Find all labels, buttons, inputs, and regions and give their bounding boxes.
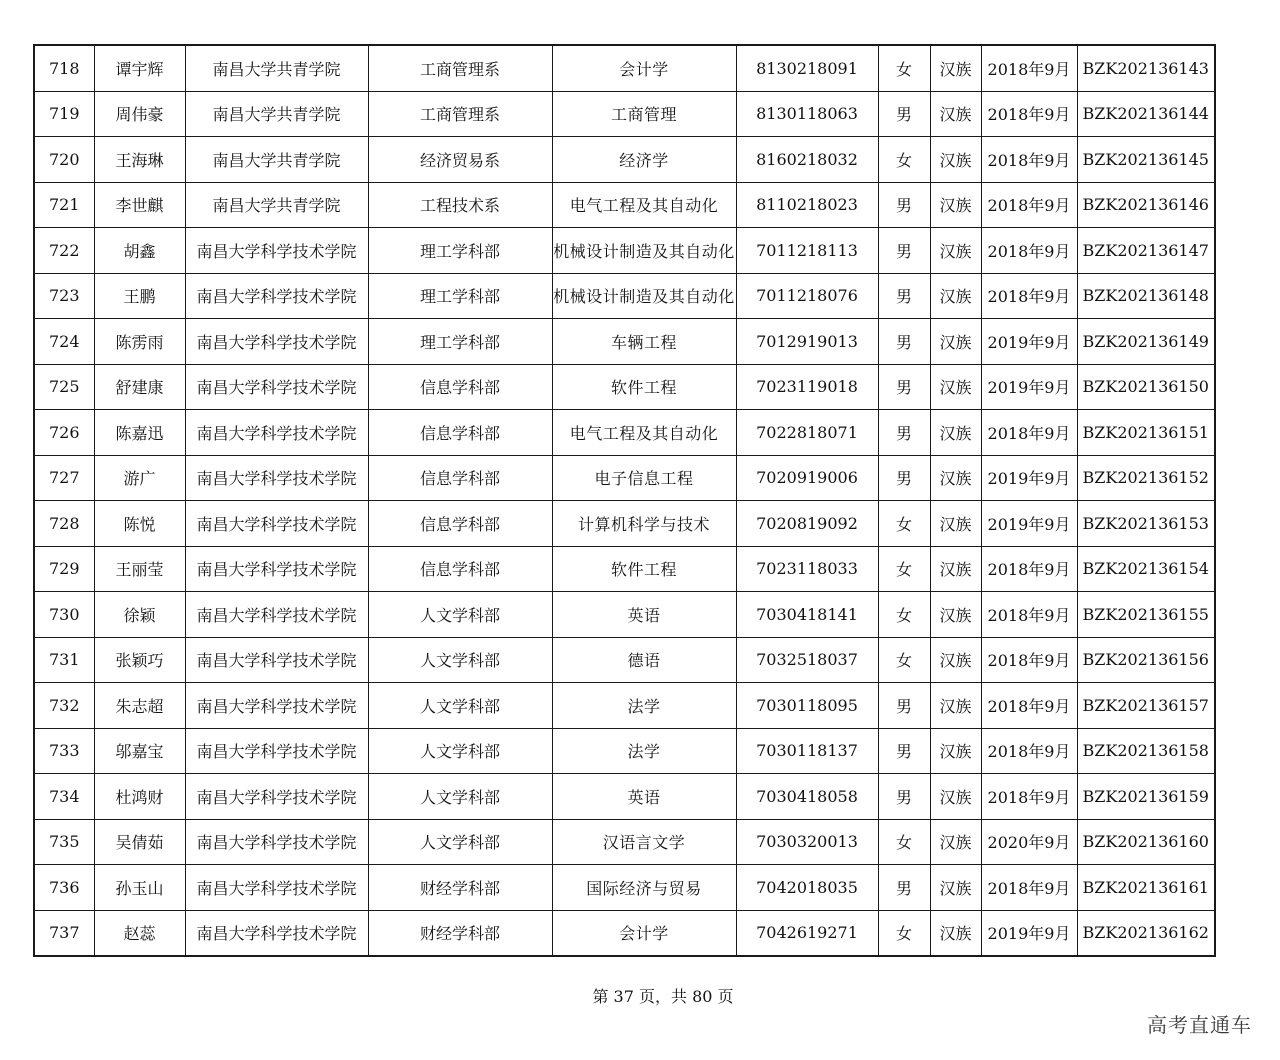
- major-cell: 国际经济与贸易: [552, 865, 736, 911]
- department-cell: 信息学科部: [368, 501, 552, 547]
- row-number-cell: 721: [34, 182, 94, 228]
- school-cell: 南昌大学科学技术学院: [185, 410, 368, 456]
- department-cell: 人文学科部: [368, 819, 552, 865]
- school-cell: 南昌大学共青学院: [185, 45, 368, 91]
- ethnicity-cell: 汉族: [930, 273, 981, 319]
- school-cell: 南昌大学科学技术学院: [185, 637, 368, 683]
- gender-cell: 男: [878, 228, 930, 274]
- row-number-cell: 734: [34, 774, 94, 820]
- gender-cell: 女: [878, 910, 930, 956]
- department-cell: 理工学科部: [368, 319, 552, 365]
- gender-cell: 女: [878, 501, 930, 547]
- student-name-cell: 邬嘉宝: [94, 728, 185, 774]
- table-row: [34, 865, 1215, 911]
- student-name-cell: 朱志超: [94, 683, 185, 729]
- student-id-cell: 7030320013: [736, 819, 878, 865]
- student-id-cell: 7020919006: [736, 455, 878, 501]
- school-cell: 南昌大学科学技术学院: [185, 683, 368, 729]
- department-cell: 信息学科部: [368, 455, 552, 501]
- certificate-number-cell: BZK202136160: [1077, 819, 1215, 865]
- certificate-number-cell: BZK202136146: [1077, 182, 1215, 228]
- enrollment-date-cell: 2019年9月: [981, 364, 1077, 410]
- enrollment-date-cell: 2018年9月: [981, 774, 1077, 820]
- table-row: [34, 637, 1215, 683]
- department-cell: 人文学科部: [368, 592, 552, 638]
- school-cell: 南昌大学科学技术学院: [185, 819, 368, 865]
- table-row: [34, 455, 1215, 501]
- certificate-number-cell: BZK202136147: [1077, 228, 1215, 274]
- certificate-number-cell: BZK202136150: [1077, 364, 1215, 410]
- school-cell: 南昌大学科学技术学院: [185, 228, 368, 274]
- student-id-cell: 7042619271: [736, 910, 878, 956]
- department-cell: 人文学科部: [368, 637, 552, 683]
- department-cell: 人文学科部: [368, 683, 552, 729]
- department-cell: 经济贸易系: [368, 137, 552, 183]
- major-cell: 车辆工程: [552, 319, 736, 365]
- student-id-cell: 8110218023: [736, 182, 878, 228]
- ethnicity-cell: 汉族: [930, 592, 981, 638]
- certificate-number-cell: BZK202136158: [1077, 728, 1215, 774]
- row-number-cell: 722: [34, 228, 94, 274]
- major-cell: 会计学: [552, 45, 736, 91]
- page-footer: [0, 984, 1280, 1007]
- row-number-cell: 730: [34, 592, 94, 638]
- row-number-cell: 737: [34, 910, 94, 956]
- ethnicity-cell: 汉族: [930, 774, 981, 820]
- student-id-cell: 8130118063: [736, 91, 878, 137]
- enrollment-date-cell: 2018年9月: [981, 637, 1077, 683]
- roster-body: [34, 45, 1215, 956]
- student-id-cell: 8160218032: [736, 137, 878, 183]
- row-number-cell: 727: [34, 455, 94, 501]
- enrollment-date-cell: 2018年9月: [981, 228, 1077, 274]
- ethnicity-cell: 汉族: [930, 728, 981, 774]
- table-row: [34, 228, 1215, 274]
- student-name-cell: 杜鸿财: [94, 774, 185, 820]
- gender-cell: 男: [878, 273, 930, 319]
- ethnicity-cell: 汉族: [930, 637, 981, 683]
- enrollment-date-cell: 2020年9月: [981, 819, 1077, 865]
- row-number-cell: 724: [34, 319, 94, 365]
- table-row: [34, 683, 1215, 729]
- gender-cell: 女: [878, 546, 930, 592]
- certificate-number-cell: BZK202136143: [1077, 45, 1215, 91]
- major-cell: 德语: [552, 637, 736, 683]
- certificate-number-cell: BZK202136144: [1077, 91, 1215, 137]
- student-id-cell: 7011218113: [736, 228, 878, 274]
- gender-cell: 男: [878, 865, 930, 911]
- row-number-cell: 736: [34, 865, 94, 911]
- table-row: [34, 501, 1215, 547]
- major-cell: 软件工程: [552, 546, 736, 592]
- table-row: [34, 410, 1215, 456]
- ethnicity-cell: 汉族: [930, 319, 981, 365]
- student-id-cell: 7030118137: [736, 728, 878, 774]
- certificate-number-cell: BZK202136145: [1077, 137, 1215, 183]
- school-cell: 南昌大学共青学院: [185, 137, 368, 183]
- major-cell: 法学: [552, 683, 736, 729]
- enrollment-date-cell: 2019年9月: [981, 501, 1077, 547]
- certificate-number-cell: BZK202136151: [1077, 410, 1215, 456]
- student-name-cell: 张颖巧: [94, 637, 185, 683]
- major-cell: 英语: [552, 592, 736, 638]
- table-row: [34, 319, 1215, 365]
- row-number-cell: 733: [34, 728, 94, 774]
- student-name-cell: 王海琳: [94, 137, 185, 183]
- table-row: [34, 364, 1215, 410]
- student-id-cell: 7020819092: [736, 501, 878, 547]
- gender-cell: 女: [878, 592, 930, 638]
- ethnicity-cell: 汉族: [930, 182, 981, 228]
- school-cell: 南昌大学科学技术学院: [185, 319, 368, 365]
- table-row: [34, 182, 1215, 228]
- enrollment-date-cell: 2018年9月: [981, 273, 1077, 319]
- school-cell: 南昌大学科学技术学院: [185, 455, 368, 501]
- student-name-cell: 王鹏: [94, 273, 185, 319]
- student-id-cell: 7030118095: [736, 683, 878, 729]
- student-id-cell: 7011218076: [736, 273, 878, 319]
- student-name-cell: 赵蕊: [94, 910, 185, 956]
- department-cell: 人文学科部: [368, 728, 552, 774]
- school-cell: 南昌大学科学技术学院: [185, 728, 368, 774]
- gender-cell: 男: [878, 182, 930, 228]
- certificate-number-cell: BZK202136153: [1077, 501, 1215, 547]
- major-cell: 电气工程及其自动化: [552, 182, 736, 228]
- table-row: [34, 728, 1215, 774]
- ethnicity-cell: 汉族: [930, 137, 981, 183]
- major-cell: 电气工程及其自动化: [552, 410, 736, 456]
- major-cell: 会计学: [552, 910, 736, 956]
- enrollment-date-cell: 2018年9月: [981, 182, 1077, 228]
- student-id-cell: 7030418058: [736, 774, 878, 820]
- student-name-cell: 王丽莹: [94, 546, 185, 592]
- department-cell: 工商管理系: [368, 91, 552, 137]
- row-number-cell: 720: [34, 137, 94, 183]
- department-cell: 理工学科部: [368, 273, 552, 319]
- table-row: [34, 91, 1215, 137]
- row-number-cell: 725: [34, 364, 94, 410]
- enrollment-date-cell: 2019年9月: [981, 455, 1077, 501]
- row-number-cell: 728: [34, 501, 94, 547]
- enrollment-date-cell: 2018年9月: [981, 728, 1077, 774]
- student-name-cell: 胡鑫: [94, 228, 185, 274]
- school-cell: 南昌大学科学技术学院: [185, 910, 368, 956]
- department-cell: 理工学科部: [368, 228, 552, 274]
- watermark-text: 高考直通车: [1147, 1013, 1252, 1037]
- certificate-number-cell: BZK202136148: [1077, 273, 1215, 319]
- certificate-number-cell: BZK202136152: [1077, 455, 1215, 501]
- student-id-cell: 8130218091: [736, 45, 878, 91]
- gender-cell: 女: [878, 637, 930, 683]
- gender-cell: 男: [878, 91, 930, 137]
- enrollment-date-cell: 2018年9月: [981, 91, 1077, 137]
- student-id-cell: 7012919013: [736, 319, 878, 365]
- certificate-number-cell: BZK202136154: [1077, 546, 1215, 592]
- row-number-cell: 718: [34, 45, 94, 91]
- row-number-cell: 723: [34, 273, 94, 319]
- school-cell: 南昌大学科学技术学院: [185, 592, 368, 638]
- table-row: [34, 137, 1215, 183]
- department-cell: 人文学科部: [368, 774, 552, 820]
- ethnicity-cell: 汉族: [930, 910, 981, 956]
- gender-cell: 男: [878, 728, 930, 774]
- row-number-cell: 729: [34, 546, 94, 592]
- major-cell: 计算机科学与技术: [552, 501, 736, 547]
- department-cell: 财经学科部: [368, 910, 552, 956]
- gender-cell: 男: [878, 774, 930, 820]
- ethnicity-cell: 汉族: [930, 546, 981, 592]
- enrollment-date-cell: 2019年9月: [981, 910, 1077, 956]
- table-row: [34, 45, 1215, 91]
- school-cell: 南昌大学共青学院: [185, 91, 368, 137]
- student-id-cell: 7032518037: [736, 637, 878, 683]
- student-name-cell: 谭宇辉: [94, 45, 185, 91]
- row-number-cell: 731: [34, 637, 94, 683]
- student-id-cell: 7022818071: [736, 410, 878, 456]
- certificate-number-cell: BZK202136157: [1077, 683, 1215, 729]
- student-name-cell: 徐颖: [94, 592, 185, 638]
- table-row: [34, 546, 1215, 592]
- ethnicity-cell: 汉族: [930, 501, 981, 547]
- enrollment-date-cell: 2018年9月: [981, 45, 1077, 91]
- row-number-cell: 719: [34, 91, 94, 137]
- table-row: [34, 774, 1215, 820]
- student-name-cell: 陈悦: [94, 501, 185, 547]
- enrollment-date-cell: 2018年9月: [981, 865, 1077, 911]
- enrollment-date-cell: 2018年9月: [981, 683, 1077, 729]
- student-id-cell: 7023119018: [736, 364, 878, 410]
- gender-cell: 女: [878, 819, 930, 865]
- student-name-cell: 舒建康: [94, 364, 185, 410]
- school-cell: 南昌大学科学技术学院: [185, 546, 368, 592]
- ethnicity-cell: 汉族: [930, 91, 981, 137]
- enrollment-date-cell: 2018年9月: [981, 410, 1077, 456]
- student-id-cell: 7023118033: [736, 546, 878, 592]
- ethnicity-cell: 汉族: [930, 45, 981, 91]
- row-number-cell: 735: [34, 819, 94, 865]
- student-id-cell: 7042018035: [736, 865, 878, 911]
- major-cell: 英语: [552, 774, 736, 820]
- gender-cell: 女: [878, 45, 930, 91]
- table-row: [34, 910, 1215, 956]
- department-cell: 工程技术系: [368, 182, 552, 228]
- school-cell: 南昌大学共青学院: [185, 182, 368, 228]
- table-row: [34, 273, 1215, 319]
- student-name-cell: 陈雳雨: [94, 319, 185, 365]
- student-name-cell: 李世麒: [94, 182, 185, 228]
- row-number-cell: 726: [34, 410, 94, 456]
- department-cell: 财经学科部: [368, 865, 552, 911]
- major-cell: 工商管理: [552, 91, 736, 137]
- department-cell: 工商管理系: [368, 45, 552, 91]
- gender-cell: 男: [878, 683, 930, 729]
- gender-cell: 男: [878, 455, 930, 501]
- department-cell: 信息学科部: [368, 546, 552, 592]
- major-cell: 法学: [552, 728, 736, 774]
- ethnicity-cell: 汉族: [930, 410, 981, 456]
- table-row: [34, 592, 1215, 638]
- school-cell: 南昌大学科学技术学院: [185, 273, 368, 319]
- roster-sheet: [33, 44, 1214, 957]
- ethnicity-cell: 汉族: [930, 455, 981, 501]
- gender-cell: 男: [878, 410, 930, 456]
- ethnicity-cell: 汉族: [930, 228, 981, 274]
- certificate-number-cell: BZK202136162: [1077, 910, 1215, 956]
- enrollment-date-cell: 2019年9月: [981, 319, 1077, 365]
- gender-cell: 男: [878, 319, 930, 365]
- student-name-cell: 周伟豪: [94, 91, 185, 137]
- gender-cell: 男: [878, 364, 930, 410]
- gender-cell: 女: [878, 137, 930, 183]
- student-name-cell: 孙玉山: [94, 865, 185, 911]
- department-cell: 信息学科部: [368, 410, 552, 456]
- major-cell: 电子信息工程: [552, 455, 736, 501]
- school-cell: 南昌大学科学技术学院: [185, 364, 368, 410]
- student-roster-table: [33, 44, 1216, 957]
- major-cell: 软件工程: [552, 364, 736, 410]
- student-name-cell: 陈嘉迅: [94, 410, 185, 456]
- ethnicity-cell: 汉族: [930, 865, 981, 911]
- row-number-cell: 732: [34, 683, 94, 729]
- major-cell: 经济学: [552, 137, 736, 183]
- ethnicity-cell: 汉族: [930, 683, 981, 729]
- ethnicity-cell: 汉族: [930, 819, 981, 865]
- table-row: [34, 819, 1215, 865]
- certificate-number-cell: BZK202136161: [1077, 865, 1215, 911]
- certificate-number-cell: BZK202136159: [1077, 774, 1215, 820]
- certificate-number-cell: BZK202136156: [1077, 637, 1215, 683]
- page-number-label: 第 37 页，共 80 页: [592, 987, 734, 1006]
- certificate-number-cell: BZK202136149: [1077, 319, 1215, 365]
- major-cell: 机械设计制造及其自动化: [552, 228, 736, 274]
- certificate-number-cell: BZK202136155: [1077, 592, 1215, 638]
- ethnicity-cell: 汉族: [930, 364, 981, 410]
- enrollment-date-cell: 2018年9月: [981, 592, 1077, 638]
- enrollment-date-cell: 2018年9月: [981, 546, 1077, 592]
- school-cell: 南昌大学科学技术学院: [185, 501, 368, 547]
- student-name-cell: 游广: [94, 455, 185, 501]
- enrollment-date-cell: 2018年9月: [981, 137, 1077, 183]
- major-cell: 汉语言文学: [552, 819, 736, 865]
- student-name-cell: 吴倩茹: [94, 819, 185, 865]
- department-cell: 信息学科部: [368, 364, 552, 410]
- major-cell: 机械设计制造及其自动化: [552, 273, 736, 319]
- student-id-cell: 7030418141: [736, 592, 878, 638]
- school-cell: 南昌大学科学技术学院: [185, 774, 368, 820]
- school-cell: 南昌大学科学技术学院: [185, 865, 368, 911]
